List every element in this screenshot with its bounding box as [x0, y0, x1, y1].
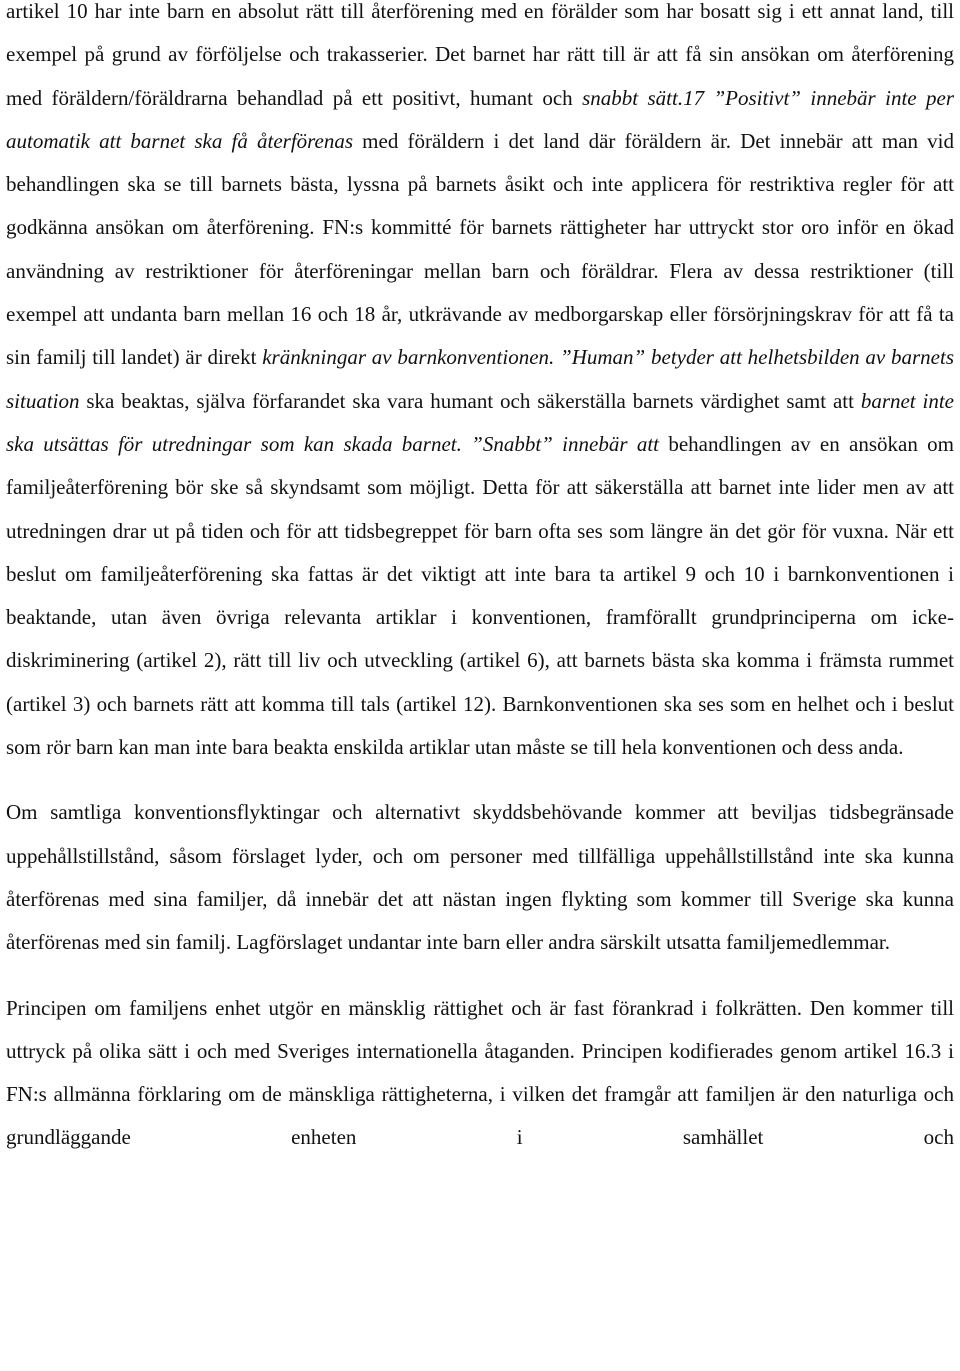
italic-text-segment: kränkningar av barnkonventionen. ”Human” betyder att helhetsbilden av barnets situation [6, 345, 954, 413]
paragraph-temporary-permits [6, 791, 954, 964]
text-segment: ska beaktas, själva förfarandet ska vara humant och säkerställa barnets värdighet samt att [79, 388, 861, 413]
text-segment: med föräldern i det land där föräldern är. Det innebär att man vid behandlingen ska se till barnets bästa, lyssna på barnets åsikt och inte applicera för restriktiva regler för att godkänna ansökan om återförening. FN:s kommitté för barnets rättigheter har uttryckt stor oro inför en ökad användning av restriktioner för återföreningar mellan barn och föräldrar. Flera av dessa restriktioner (till exempel att undanta barn mellan 16 och 18 år, utkrävande av medborgarskap eller försörjningskrav för att få ta sin familj till landet) är direkt [6, 128, 954, 370]
italic-text-segment: snabbt sätt.17 ”Positivt” innebär inte per automatik att barnet ska få återförenas [6, 85, 954, 153]
italic-text-segment: barnet inte ska utsättas för utredningar som kan skada barnet. ”Snabbt” innebär att [6, 388, 954, 456]
text-segment: Principen om familjens enhet utgör en mänsklig rättighet och är fast förankrad i folkrätten. Den kommer till uttryck på olika sätt i och med Sveriges internationella åtaganden. Principen kodifierades genom artikel 16.3 i FN:s allmänna förklaring om de mänskliga rättigheterna, i vilken det framgår att familjen är den naturliga och grundläggande enheten i samhället och [6, 995, 954, 1150]
paragraph-family-unity-principle [6, 987, 954, 1160]
text-segment: artikel 10 har inte barn en absolut rätt till återförening med en förälder som har bosatt sig i ett annat land, till exempel på grund av förföljelse och trakasserier. Det barnet har rätt till är att få sin ansökan om återförening med föräldern/föräldrarna behandlad på ett positivt, humant och [6, 0, 954, 110]
text-segment: Om samtliga konventionsflyktingar och alternativt skyddsbehövande kommer att beviljas tidsbegränsade uppehållstillstånd, såsom förslaget lyder, och om personer med tillfälliga uppehållstillstånd inte ska kunna återförenas med sina familjer, då innebär det att nästan ingen flykting som kommer till Sverige ska kunna återförenas med sin familj. Lagförslaget undantar inte barn eller andra särskilt utsatta familjemedlemmar. [6, 800, 954, 955]
paragraph-family-reunification-rights [6, 0, 954, 769]
text-segment: behandlingen av en ansökan om familjeåterförening bör ske så skyndsamt som möjligt. Detta för att säkerställa att barnet inte lider men av att utredningen drar ut på tiden och för att tidsbegreppet för barn ofta ses som längre än det gör för vuxna. När ett beslut om familjeåterförening ska fattas är det viktigt att inte bara ta artikel 9 och 10 i barnkonventionen i beaktande, utan även övriga relevanta artiklar i konventionen, framförallt grundprinciperna om icke-diskriminering (artikel 2), rätt till liv och utveckling (artikel 6), att barnets bästa ska komma i främsta rummet (artikel 3) och barnets rätt att komma till tals (artikel 12). Barnkonventionen ska ses som en helhet och i beslut som rör barn kan man inte bara beakta enskilda artiklar utan måste se till hela konventionen och dess anda. [6, 431, 955, 760]
